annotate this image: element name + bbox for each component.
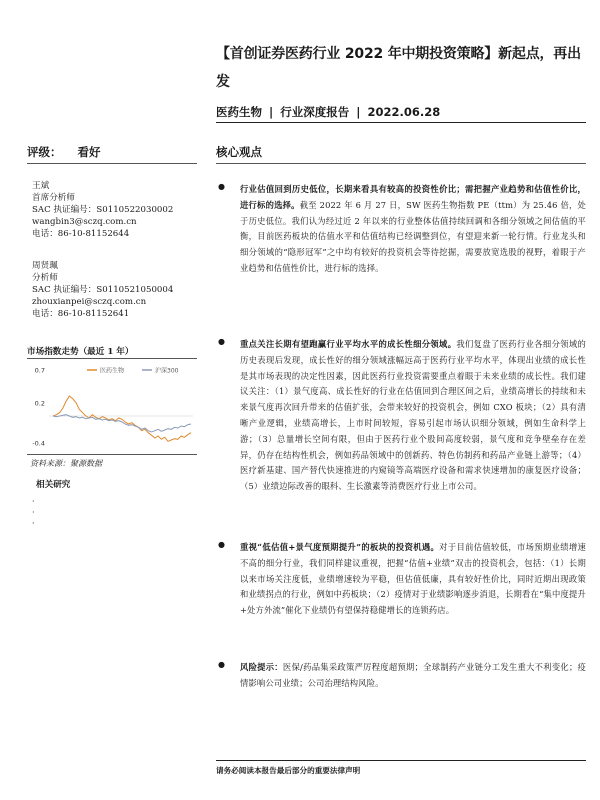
bullet-icon: ●: [218, 660, 225, 669]
chart-divider: [27, 454, 197, 455]
related-item[interactable]: ·: [32, 497, 35, 506]
section-divider: [216, 163, 586, 164]
key-point-heading: 重视“低估值+景气度预期提升”的板块的投资机遇。: [240, 542, 440, 552]
series-line-1: [53, 415, 191, 432]
related-item[interactable]: ·: [32, 508, 35, 517]
analyst-phone: 电话：86-10-81152641: [32, 309, 130, 319]
analyst-name: 王斌: [32, 181, 50, 191]
key-point-body: 我们复盘了医药行业各细分领域的历史表现后发现，成长性好的细分领域涨幅远高于医药行业平均水平，体现出业绩的成长性是其市场表现的决定性因素，因此医药行业投资需要重点着眼于未来业绩的成长性。我们建议关注：（1）景气度高、成长性好的行业在估值回到合理区间之后，业绩高增长的持续和未来景气度再次回升带来的估值扩张，会带来较好的投资机会，例如 CXO 板块；（2）具有清晰产业逻辑，业绩高增长，上市时间较短，容易引起市场认识细分领域，例如生命科学上游；（3）总量增长空间有限，但由于医药行业个股间高度较弱，景气度和竞争壁垒存在差异，仍存在结构性机会，例如药品领域中的创新药、特色仿制药和药品产业链上游等；（4）医疗新基建、国产替代快速推进的内窥镜等高端医疗设备和需求快速增加的康复医疗设备；（5）业绩边际改善的眼科、生长激素等消费医疗行业上市公司。: [240, 339, 586, 492]
report-date: 2022.06.28: [367, 105, 441, 119]
analyst-email[interactable]: zhouxianpei@sczq.com.cn: [32, 297, 147, 307]
key-point: [218, 182, 586, 277]
legend-label: 沪深300: [155, 367, 179, 375]
footer-disclaimer[interactable]: 请务必阅读本报告最后部分的重要法律声明: [216, 766, 361, 775]
sidebar-divider: [27, 163, 197, 164]
key-point-text: [240, 660, 586, 692]
analyst-name: 周贤珮: [32, 261, 58, 271]
market-index-chart: [27, 360, 197, 452]
chart-source: 资料来源：聚源数据: [30, 459, 102, 468]
analyst-role: 分析师: [32, 273, 58, 283]
analyst-card: [32, 180, 202, 240]
key-point-heading: 重点关注长期有望跑赢行业平均水平的成长性细分领域。: [240, 339, 457, 349]
analyst-phone: 电话：86-10-81152644: [32, 229, 130, 239]
y-tick-label: -0.4: [32, 439, 45, 448]
key-point-text: [240, 337, 586, 495]
key-point-body: 截至 2022 年 6 月 27 日，SW 医药生物指数 PE（ttm）为 25.46 倍，处于历史低位。我们认为经过近 2 年以来的行业整体估值持续回调和各细分领域之间估值的平衡，目前医药板块的估值水平和估值结构已经调整到位，有望迎来新一轮行情。行业龙头和细分领域的“隐形冠军”之中均有较好的投资机会等待挖掘，需要放宽选股的视野，着眼于产业趋势和估值性价比，进行标的选择。: [240, 199, 586, 273]
analyst-sac: SAC 执证编号：S0110521050004: [32, 285, 174, 295]
report-title: 【首创证券医药行业 2022 年中期投资策略】新起点，再出发: [216, 46, 581, 90]
related-item[interactable]: ·: [32, 519, 35, 528]
footer-divider: [216, 760, 586, 761]
analyst-role: 首席分析师: [32, 193, 75, 203]
related-research-title: 相关研究: [36, 480, 71, 490]
header-divider: [216, 122, 586, 123]
chart-divider: [27, 358, 197, 359]
key-point: [218, 660, 586, 692]
rating-label: 评级：: [27, 145, 62, 159]
bullet-icon: ●: [218, 182, 225, 191]
key-point: [218, 540, 586, 619]
key-point: [218, 337, 586, 495]
key-point-body: 对于目前估值较低，市场预期业绩增速不高的细分行业，我们同样建议重视，把握“估值+业绩”双击的投资机会，包括：（1）长期以来市场关注度低，业绩增速较为平稳，但估值低廉，具有较好性价比，同时近期出现政策和业绩拐点的行业，例如中药板块；（2）疫情对于业绩影响逐步消退，长期看在“集中度提升+处方外流”催化下业绩仍有望保持稳健增长的连锁药店。: [240, 542, 586, 616]
report-type-label: 行业深度报告: [280, 105, 350, 119]
series-line-0: [53, 396, 191, 441]
separator: |: [356, 105, 361, 119]
y-tick-label: 0.7: [34, 366, 45, 375]
analyst-sac: SAC 执证编号：S0110522030002: [32, 205, 174, 215]
separator: |: [269, 105, 274, 119]
bullet-icon: ●: [218, 337, 225, 346]
chart-svg: [27, 360, 197, 452]
analyst-card: [32, 260, 202, 320]
report-subtitle: [216, 104, 443, 120]
key-point-heading: 行业估值回到历史低位，长期来看具有较高的投资性价比；需把握产业趋势和估值性价比，进行标的选择。: [240, 184, 586, 210]
chart-title: 市场指数走势（最近 1 年）: [27, 347, 134, 357]
y-tick-label: 0.2: [34, 399, 45, 408]
key-point-text: [240, 540, 586, 619]
analyst-email[interactable]: wangbin3@sczq.com.cn: [32, 217, 137, 227]
key-point-heading: 风险提示：: [240, 662, 283, 672]
bullet-icon: ●: [218, 540, 225, 549]
rating-value: 看好: [77, 145, 101, 159]
section-title: 核心观点: [216, 145, 262, 159]
sector-label: 医药生物: [216, 105, 262, 119]
rating: [27, 144, 117, 160]
key-point-text: [240, 182, 586, 277]
legend-label: 医药生物: [100, 367, 125, 375]
key-point-body: 医保/药品集采政策严厉程度超预期；全球制药产业链分工发生重大不利变化；疫情影响公司业绩；公司治理结构风险。: [240, 662, 586, 688]
